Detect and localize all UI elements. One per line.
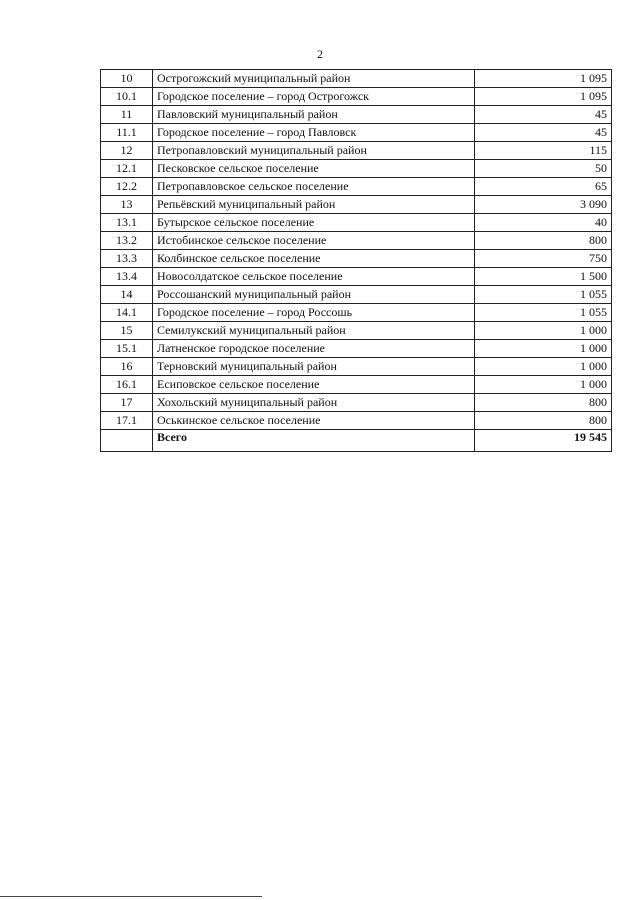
number-cell: 11 <box>101 106 153 124</box>
footer-divider <box>0 896 262 897</box>
number-cell: 16 <box>101 358 153 376</box>
name-cell: Латненское городское поселение <box>153 340 475 358</box>
table-row <box>101 286 612 304</box>
table-row <box>101 268 612 286</box>
value-cell: 1 055 <box>475 304 612 322</box>
table-row <box>101 304 612 322</box>
total-row <box>101 430 612 452</box>
name-cell: Острогожский муниципальный район <box>153 70 475 88</box>
value-cell: 50 <box>475 160 612 178</box>
name-cell: Городское поселение – город Павловск <box>153 124 475 142</box>
name-cell: Россошанский муниципальный район <box>153 286 475 304</box>
table-row <box>101 160 612 178</box>
value-cell: 1 000 <box>475 376 612 394</box>
name-cell: Хохольский муниципальный район <box>153 394 475 412</box>
number-cell: 14.1 <box>101 304 153 322</box>
value-cell: 1 000 <box>475 322 612 340</box>
number-cell: 12 <box>101 142 153 160</box>
value-cell: 800 <box>475 232 612 250</box>
value-cell: 65 <box>475 178 612 196</box>
name-cell: Семилукский муниципальный район <box>153 322 475 340</box>
table-row <box>101 196 612 214</box>
name-cell: Городское поселение – город Острогожск <box>153 88 475 106</box>
table-row <box>101 358 612 376</box>
value-cell: 3 090 <box>475 196 612 214</box>
number-cell: 11.1 <box>101 124 153 142</box>
table-row <box>101 142 612 160</box>
number-cell: 14 <box>101 286 153 304</box>
number-cell: 13.4 <box>101 268 153 286</box>
allocation-table <box>100 69 612 452</box>
value-cell: 1 095 <box>475 88 612 106</box>
name-cell: Истобинское сельское поселение <box>153 232 475 250</box>
table-row <box>101 70 612 88</box>
table-row <box>101 340 612 358</box>
number-cell: 15.1 <box>101 340 153 358</box>
value-cell: 1 500 <box>475 268 612 286</box>
table-body <box>101 70 612 452</box>
table-row <box>101 250 612 268</box>
value-cell: 800 <box>475 394 612 412</box>
value-cell: 45 <box>475 124 612 142</box>
total-number-cell <box>101 430 153 452</box>
name-cell: Петропавловское сельское поселение <box>153 178 475 196</box>
number-cell: 10 <box>101 70 153 88</box>
table-row <box>101 106 612 124</box>
value-cell: 1 000 <box>475 340 612 358</box>
page-number: 2 <box>317 47 323 61</box>
name-cell: Павловский муниципальный район <box>153 106 475 124</box>
number-cell: 13 <box>101 196 153 214</box>
value-cell: 1 095 <box>475 70 612 88</box>
value-cell: 40 <box>475 214 612 232</box>
name-cell: Городское поселение – город Россошь <box>153 304 475 322</box>
number-cell: 17.1 <box>101 412 153 430</box>
table-row <box>101 232 612 250</box>
name-cell: Бутырское сельское поселение <box>153 214 475 232</box>
number-cell: 13.1 <box>101 214 153 232</box>
table-row <box>101 412 612 430</box>
total-value-cell: 19 545 <box>475 430 612 452</box>
name-cell: Петропавловский муниципальный район <box>153 142 475 160</box>
value-cell: 800 <box>475 412 612 430</box>
name-cell: Есиповское сельское поселение <box>153 376 475 394</box>
number-cell: 12.2 <box>101 178 153 196</box>
table-row <box>101 394 612 412</box>
name-cell: Песковское сельское поселение <box>153 160 475 178</box>
name-cell: Терновский муниципальный район <box>153 358 475 376</box>
number-cell: 16.1 <box>101 376 153 394</box>
name-cell: Колбинское сельское поселение <box>153 250 475 268</box>
value-cell: 1 055 <box>475 286 612 304</box>
number-cell: 15 <box>101 322 153 340</box>
number-cell: 10.1 <box>101 88 153 106</box>
number-cell: 13.3 <box>101 250 153 268</box>
table-row <box>101 322 612 340</box>
name-cell: Новосолдатское сельское поселение <box>153 268 475 286</box>
number-cell: 12.1 <box>101 160 153 178</box>
table-row <box>101 124 612 142</box>
table-row <box>101 178 612 196</box>
table-row <box>101 88 612 106</box>
table-row <box>101 214 612 232</box>
number-cell: 13.2 <box>101 232 153 250</box>
value-cell: 750 <box>475 250 612 268</box>
name-cell: Оськинское сельское поселение <box>153 412 475 430</box>
total-label-cell: Всего <box>153 430 475 452</box>
name-cell: Репьёвский муниципальный район <box>153 196 475 214</box>
value-cell: 45 <box>475 106 612 124</box>
number-cell: 17 <box>101 394 153 412</box>
value-cell: 115 <box>475 142 612 160</box>
value-cell: 1 000 <box>475 358 612 376</box>
table-row <box>101 376 612 394</box>
